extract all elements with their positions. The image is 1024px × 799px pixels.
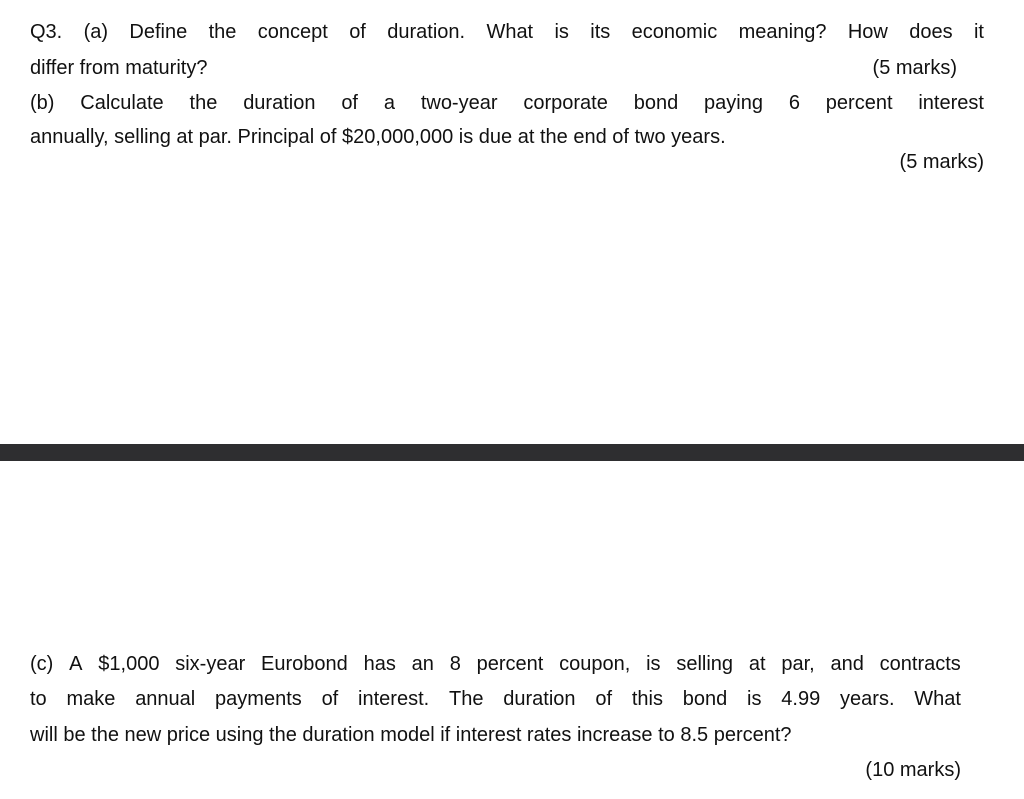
word: percent: [825, 92, 893, 114]
word: coupon,: [559, 653, 631, 675]
word: How: [847, 21, 888, 43]
word: 4.99: [781, 688, 821, 710]
part-b-marks: (5 marks): [899, 151, 984, 173]
part-b-line-1: [30, 91, 984, 115]
word: duration.: [387, 21, 466, 43]
word: the: [208, 21, 237, 43]
part-a-line-2: differ from maturity?: [30, 57, 208, 79]
word: of: [349, 21, 366, 43]
word: interest.: [358, 688, 430, 710]
word: of: [321, 688, 339, 710]
word: contracts: [879, 653, 961, 675]
word: 8: [449, 653, 461, 675]
part-c-line-1: [30, 652, 961, 676]
word: Calculate: [80, 92, 164, 114]
word: Eurobond: [261, 653, 348, 675]
word: is: [747, 688, 762, 710]
word: of: [341, 92, 358, 114]
word: meaning?: [738, 21, 827, 43]
word: What: [914, 688, 961, 710]
word: interest: [918, 92, 984, 114]
part-b-line-2: annually, selling at par. Principal of $20,000,000 is due at the end of two years.: [30, 126, 726, 148]
word: concept: [257, 21, 328, 43]
word: duration: [243, 92, 316, 114]
word: bond: [633, 92, 679, 114]
word: annual: [135, 688, 196, 710]
word: a: [383, 92, 395, 114]
word: percent: [476, 653, 544, 675]
word: is: [646, 653, 661, 675]
word: bond: [682, 688, 728, 710]
word: years.: [840, 688, 895, 710]
word: six-year: [175, 653, 246, 675]
word: two-year: [420, 92, 498, 114]
word: (b): [30, 92, 55, 114]
word: does: [909, 21, 953, 43]
word: par,: [781, 653, 815, 675]
word: Define: [129, 21, 188, 43]
word: is: [554, 21, 569, 43]
word: Q3.: [30, 21, 63, 43]
word: of: [595, 688, 613, 710]
word: payments: [215, 688, 302, 710]
part-c-line-2: [30, 687, 961, 711]
word: A: [69, 653, 83, 675]
word: to: [30, 688, 47, 710]
part-a-marks: (5 marks): [872, 57, 957, 79]
word: $1,000: [98, 653, 160, 675]
part-c-marks: (10 marks): [865, 759, 961, 781]
part-c-line-3: will be the new price using the duration model if interest rates increase to 8.5 percent?: [30, 724, 792, 746]
word: an: [411, 653, 434, 675]
word: (c): [30, 653, 54, 675]
word: duration: [503, 688, 576, 710]
word: has: [363, 653, 396, 675]
word: selling: [676, 653, 734, 675]
word: paying: [704, 92, 763, 114]
part-a-line-1: [30, 20, 984, 44]
word: 6: [788, 92, 800, 114]
word: The: [449, 688, 484, 710]
page-bottom: [0, 461, 1024, 799]
word: (a): [83, 21, 109, 43]
word: economic: [631, 21, 718, 43]
word: and: [830, 653, 864, 675]
word: make: [66, 688, 116, 710]
page-separator: [0, 444, 1024, 461]
word: this: [631, 688, 663, 710]
word: its: [590, 21, 611, 43]
word: at: [748, 653, 766, 675]
word: What: [486, 21, 534, 43]
word: corporate: [523, 92, 608, 114]
word: it: [973, 21, 984, 43]
word: the: [189, 92, 218, 114]
